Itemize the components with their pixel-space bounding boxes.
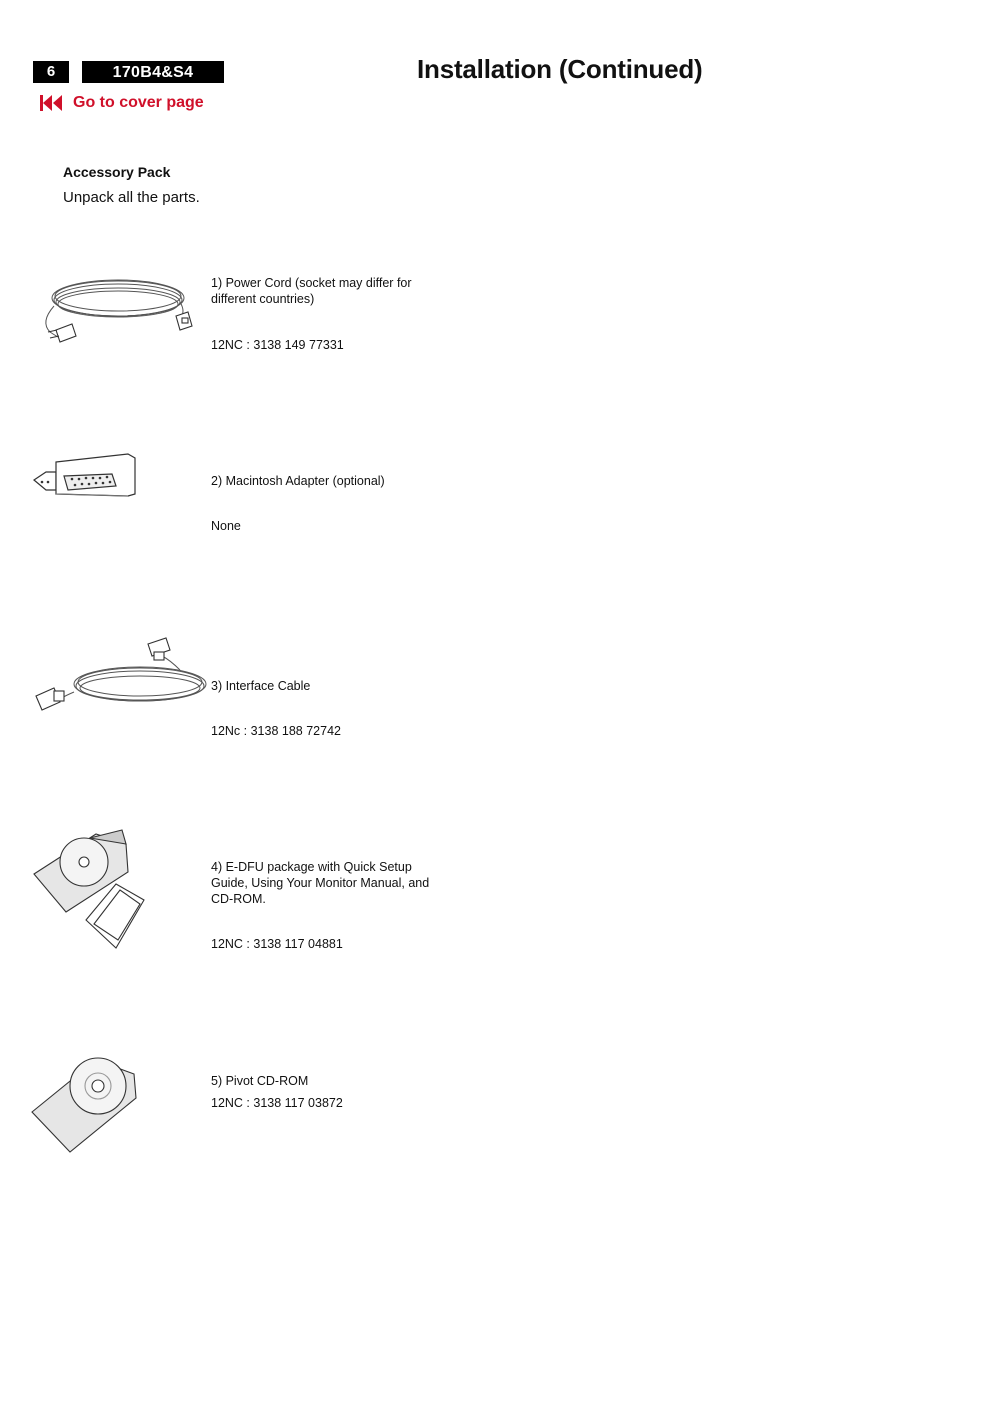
item-3-code: 12Nc : 3138 188 72742 — [211, 724, 341, 738]
item-1-name: 1) Power Cord (socket may differ for different countries) — [211, 276, 412, 306]
item-4-code: 12NC : 3138 117 04881 — [211, 937, 343, 951]
item-5-name: 5) Pivot CD-ROM — [211, 1074, 309, 1088]
item-1-code: 12NC : 3138 149 77331 — [211, 338, 344, 352]
item-4-name: 4) E-DFU package with Quick Setup Guide, Using Your Monitor Manual, and CD-ROM. — [211, 860, 430, 906]
interface-cable-icon — [30, 634, 212, 716]
edfu-package-icon — [30, 828, 148, 952]
section-title: Accessory Pack — [63, 164, 171, 180]
pivot-cdrom-icon — [30, 1052, 140, 1154]
model-badge: 170B4&S4 — [82, 61, 224, 83]
page-title: Installation (Continued) — [417, 54, 703, 84]
item-2-name: 2) Macintosh Adapter (optional) — [211, 474, 385, 488]
cover-link-label: Go to cover page — [73, 94, 204, 111]
mac-adapter-icon — [32, 450, 138, 500]
item-2-code: None — [211, 519, 241, 533]
item-3-name: 3) Interface Cable — [211, 679, 311, 693]
section-intro: Unpack all the parts. — [63, 189, 200, 206]
power-cord-icon — [30, 272, 196, 354]
item-5-code: 12NC : 3138 117 03872 — [211, 1096, 343, 1110]
go-to-cover-link[interactable] — [40, 94, 204, 112]
skip-back-icon — [40, 95, 63, 111]
page-number-badge: 6 — [33, 61, 69, 83]
